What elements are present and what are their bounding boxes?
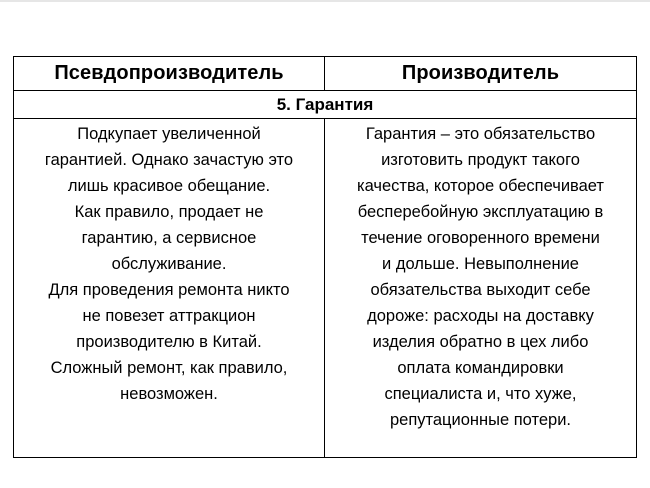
text-line: течение оговоренного времени <box>361 229 600 247</box>
section-row <box>14 91 637 119</box>
section-title: 5. Гарантия <box>14 91 637 119</box>
text-line: репутационные потери. <box>389 411 572 429</box>
text-line: гарантию, а сервисное <box>81 229 257 247</box>
text-line: Сложный ремонт, как правило, <box>50 359 288 377</box>
text-line: и дольше. Невыполнение <box>382 255 579 273</box>
text-line: гарантией. Однако зачастую это <box>44 151 294 169</box>
header-pseudo-manufacturer: Псевдопроизводитель <box>14 57 325 91</box>
text-line: производителю в Китай. <box>76 333 262 351</box>
header-manufacturer: Производитель <box>325 57 637 91</box>
text-line: Для проведения ремонта никто <box>48 281 290 299</box>
text-line: обслуживание. <box>111 255 227 273</box>
text-line: специалиста и, что хуже, <box>384 385 577 403</box>
text-line: Как правило, продает не <box>74 203 264 221</box>
text-line: дороже: расходы на доставку <box>367 307 594 325</box>
text-line: не повезет аттракцион <box>82 307 256 325</box>
manufacturer-text <box>325 119 637 458</box>
content-row <box>14 119 637 458</box>
text-line: Подкупает увеличенной <box>77 125 261 143</box>
text-line: изделия обратно в цех либо <box>372 333 589 351</box>
text-line: обязательства выходит себе <box>370 281 591 299</box>
text-line: качества, которое обеспечивает <box>357 177 604 195</box>
top-border-line <box>0 0 650 2</box>
text-line: лишь красивое обещание. <box>67 177 271 195</box>
comparison-table <box>13 56 637 458</box>
pseudo-manufacturer-text <box>14 119 325 458</box>
header-row <box>14 57 637 91</box>
text-line: оплата командировки <box>397 359 564 377</box>
text-line: изготовить продукт такого <box>381 151 580 169</box>
text-line: бесперебойную эксплуатацию в <box>357 203 604 221</box>
text-line: невозможен. <box>120 385 218 403</box>
text-line: Гарантия – это обязательство <box>365 125 596 143</box>
